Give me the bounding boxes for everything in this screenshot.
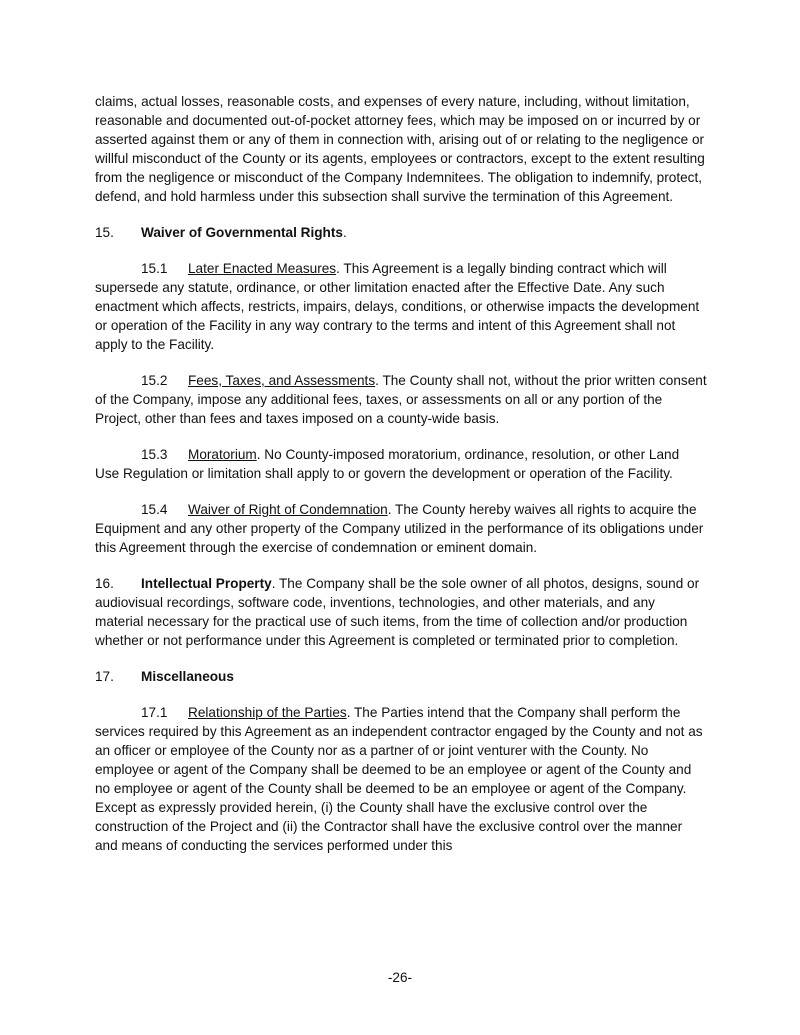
clause-17-1 [95,703,707,855]
clause-15-2 [95,371,707,428]
clause-15-1-text: . This Agreement is a legally binding contract which will supersede any statute, ordinance, or other limitation enacted after the Effective Date. Any such enactment which affects, restricts, impairs, delays, conditions, or otherwise impacts the development or operation of the Facility in any way contrary to the terms and intent of this Agreement shall not apply to the Facility. [95,261,700,352]
clause-15-3-number: 15.3 [141,447,168,462]
section-17-heading [95,667,707,686]
section-16-number: 16. [95,576,114,591]
clause-15-3 [95,445,707,483]
clause-15-1 [95,259,707,354]
section-16 [95,574,707,650]
clause-15-4-text: . The County hereby waives all rights to acquire the Equipment and any other property of the Company utilized in the performance of its obligations under this Agreement through the exercise of condemnation or eminent domain. [95,502,704,555]
clause-15-4 [95,500,707,557]
clause-15-4-number: 15.4 [141,502,168,517]
clause-15-1-number: 15.1 [141,261,168,276]
continuation-paragraph: claims, actual losses, reasonable costs, and expenses of every nature, including, without limitation, reasonable and documented out-of-pocket attorney fees, which may be imposed on or incurred by or asserted against them or any of them in connection with, arising out of or relating to the negligence or willful misconduct of the County or its agents, employees or contractors, except to the extent resulting from the negligence or misconduct of the Company Indemnitees. The obligation to indemnify, protect, defend, and hold harmless under this subsection shall survive the termination of this Agreement. [95,94,705,204]
section-16-title: Intellectual Property [141,576,272,591]
clause-15-4-title: Waiver of Right of Condemnation [188,502,388,517]
clause-17-1-number: 17.1 [141,705,168,720]
section-15-title: Waiver of Governmental Rights [141,225,343,240]
section-17-title: Miscellaneous [141,669,234,684]
section-15-period: . [342,225,347,240]
clause-17-1-text: . The Parties intend that the Company shall perform the services required by this Agreement as an independent contractor engaged by the County and not as an officer or employee of the County nor as a partner of or joint venturer with the County. No employee or agent of the Company shall be deemed to be an employee or agent of the County and no employee or agent of the County shall be deemed to be an employee or agent of the Company. Except as expressly provided herein, (i) the County shall have the exclusive control over the construction of the Project and (ii) the Contractor shall have the exclusive control over the manner and means of conducting the services performed under this [95,705,703,853]
clause-15-2-title: Fees, Taxes, and Assessments [188,373,376,388]
clause-15-3-title: Moratorium [188,447,257,462]
section-17-number: 17. [95,669,114,684]
section-15-heading [95,223,707,242]
page-number: -26- [387,970,413,985]
section-15-number: 15. [95,225,114,240]
document-page [95,92,707,872]
clause-15-2-text: . The County shall not, without the prior written consent of the Company, impose any additional fees, taxes, or assessments on all or any portion of the Project, other than fees and taxes imposed on a county-wide basis. [95,373,707,426]
section-16-text: . The Company shall be the sole owner of all photos, designs, sound or audiovisual recordings, software code, inventions, technologies, and other materials, and any material necessary for the practical use of such items, from the time of collection and/or production whether or not performance under this Agreement is completed or terminated prior to completion. [95,576,700,648]
clause-17-1-title: Relationship of the Parties [188,705,347,720]
clause-15-3-text: . No County-imposed moratorium, ordinance, resolution, or other Land Use Regulation or limitation shall apply to or govern the development or operation of the Facility. [95,447,680,481]
clause-15-2-number: 15.2 [141,373,168,388]
clause-15-1-title: Later Enacted Measures [188,261,337,276]
